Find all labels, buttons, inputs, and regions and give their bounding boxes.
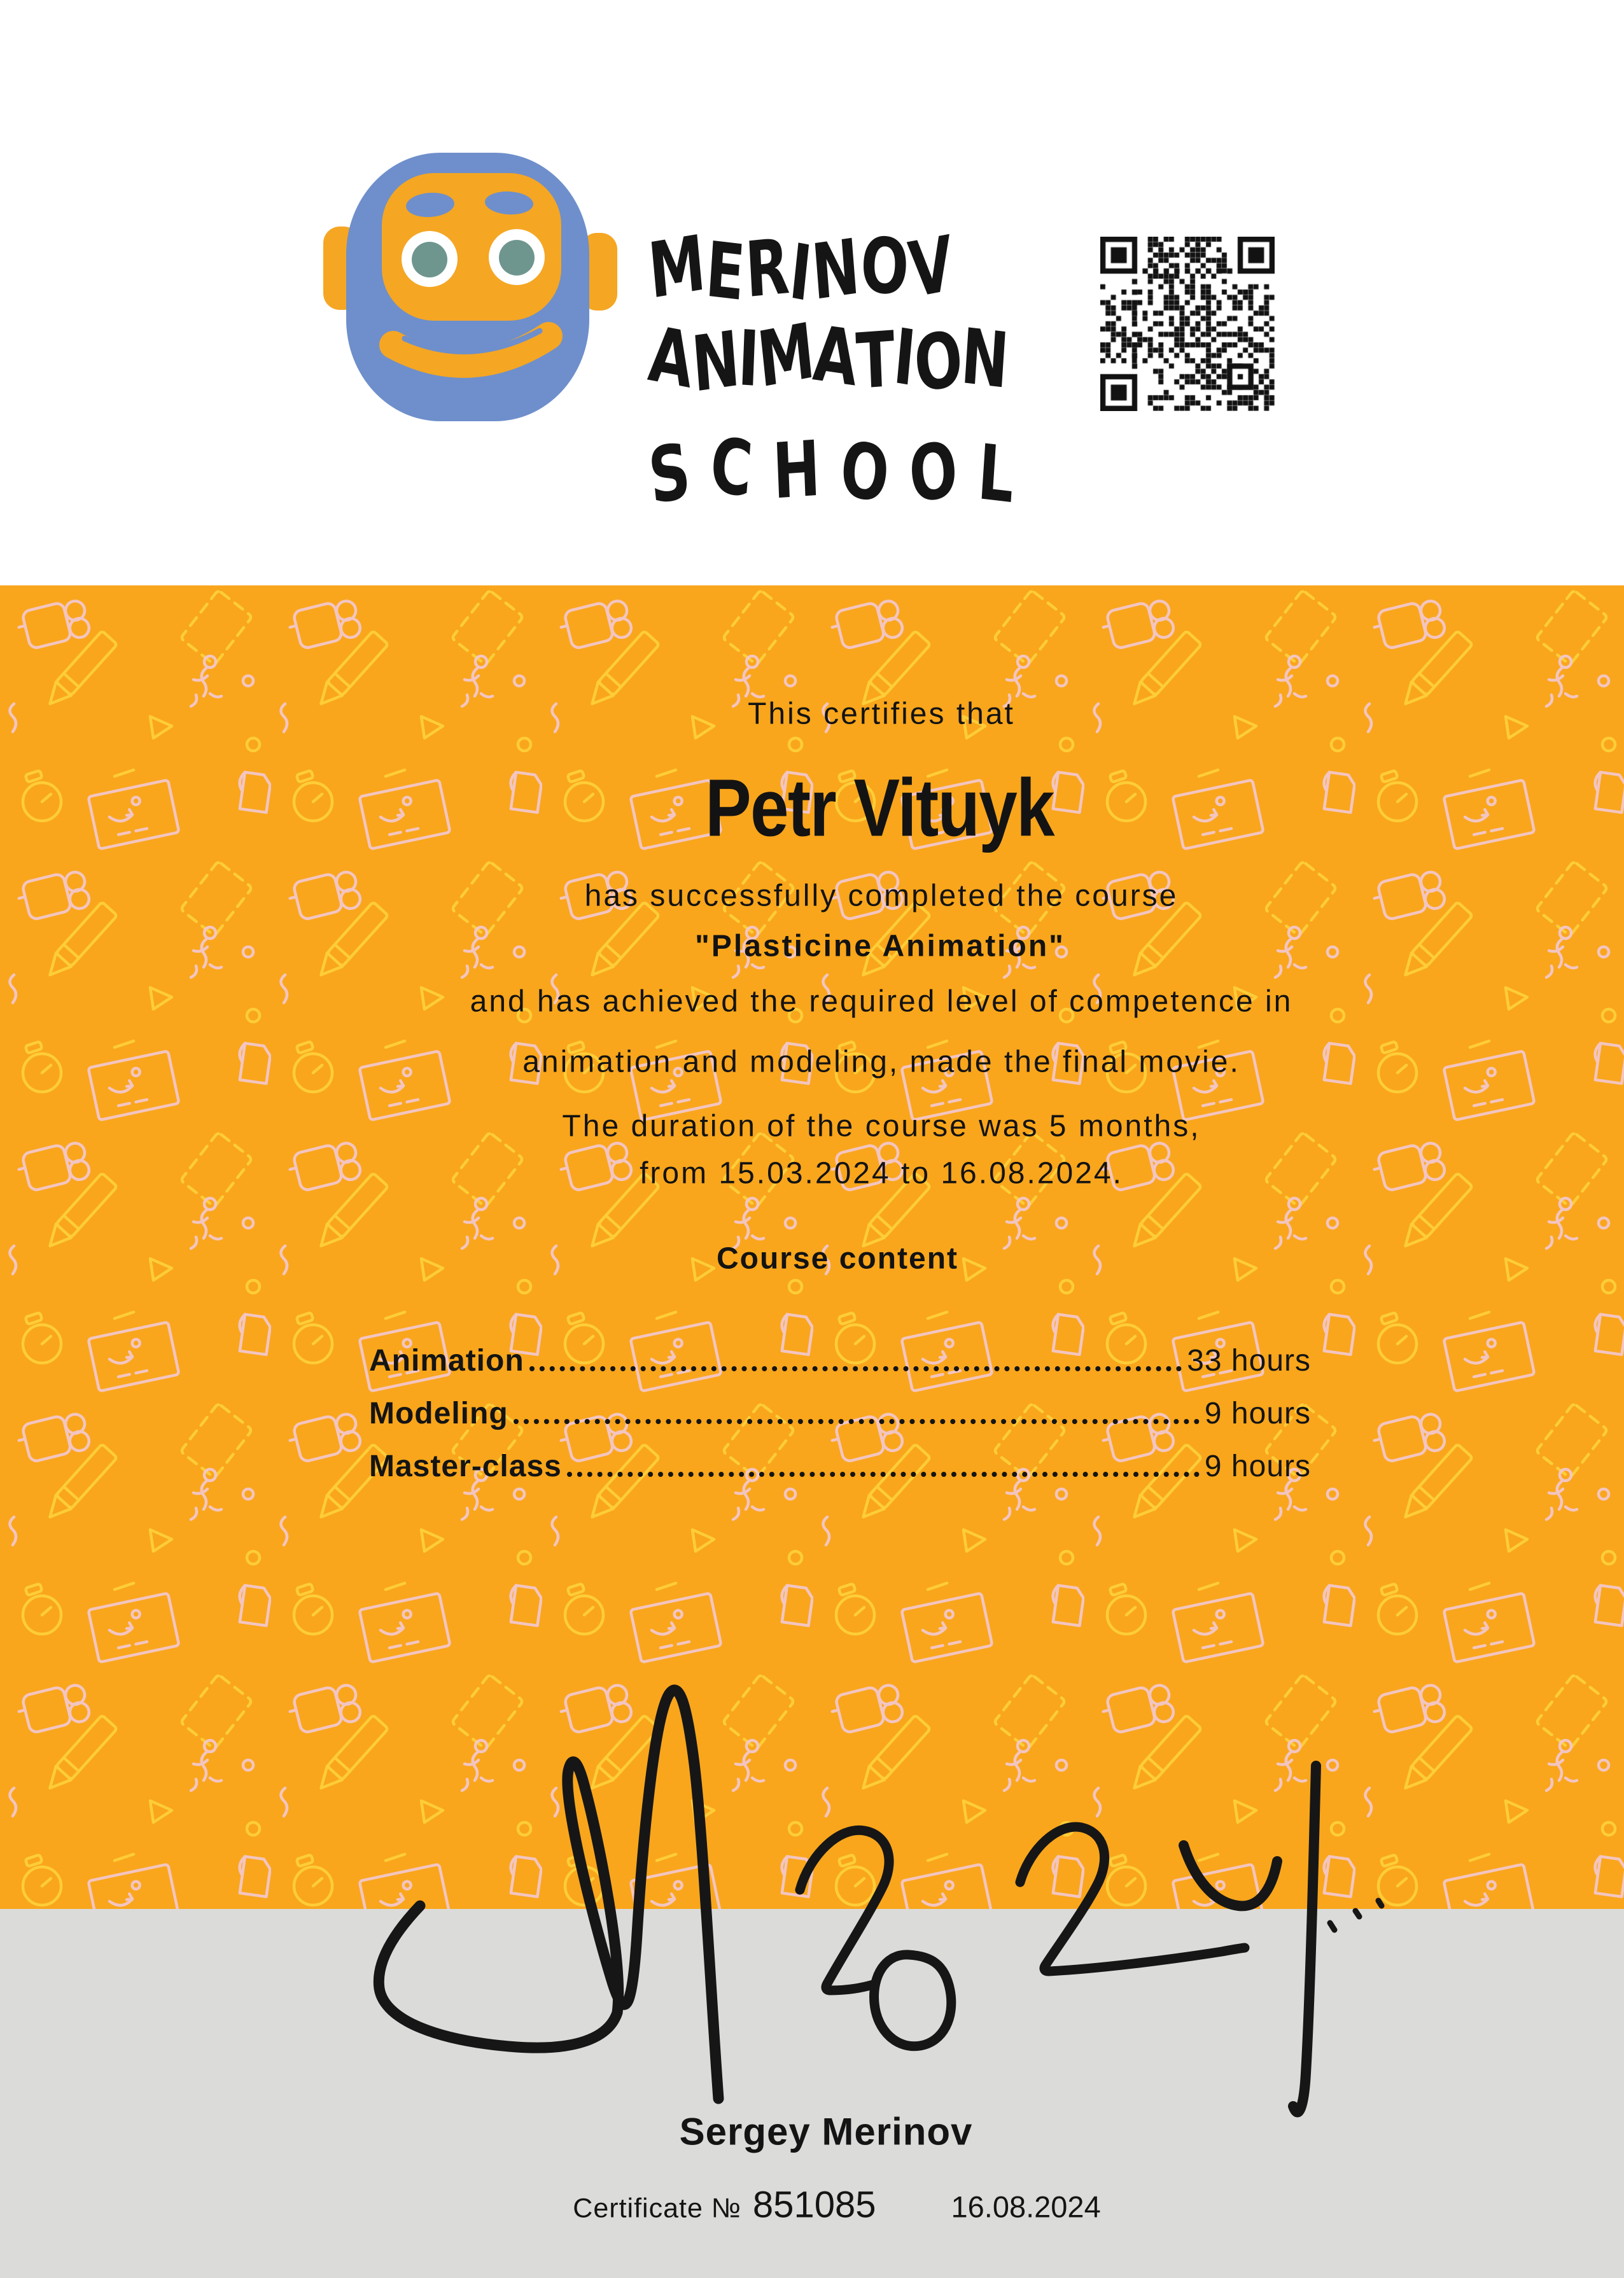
school-name	[645, 219, 1056, 524]
course-row-label: Modeling	[369, 1397, 508, 1430]
school-name-line-2: ANIMATION	[645, 307, 1011, 410]
completed-line: has successfully completed the course	[584, 879, 1179, 913]
course-content-heading: Course content	[716, 1241, 959, 1276]
signer-name: Sergey Merinov	[679, 2110, 973, 2153]
course-row-modeling	[369, 1394, 1311, 1431]
course-row-animation	[369, 1341, 1311, 1378]
course-row-label: Animation	[369, 1344, 524, 1378]
course-row-value: 33 hours	[1187, 1344, 1311, 1378]
dates-line: from 15.03.2024 to 16.08.2024.	[640, 1156, 1123, 1191]
intro-line: This certifies that	[748, 697, 1015, 731]
course-row-value: 9 hours	[1204, 1397, 1311, 1430]
qr-code	[1100, 237, 1275, 411]
dotted-leader	[529, 1366, 1182, 1371]
student-name: Petr Vituyk	[705, 762, 1054, 854]
certificate-number-line	[573, 2184, 1100, 2226]
duration-line: The duration of the course was 5 months,	[562, 1109, 1201, 1143]
signature-autograph	[356, 1667, 1387, 2125]
school-name-line-1: MERINOV	[645, 219, 958, 319]
certificate-number: 851085	[752, 2184, 876, 2226]
competence-line: and has achieved the required level of competence in	[470, 984, 1293, 1019]
logo-left-eye	[412, 242, 447, 277]
dotted-leader	[514, 1419, 1200, 1424]
school-name-line-3: SCHOOL	[645, 421, 1038, 524]
dotted-leader	[567, 1472, 1200, 1477]
course-title: "Plasticine Animation"	[695, 929, 1065, 963]
course-row-master-class	[369, 1447, 1311, 1484]
school-logo-icon	[318, 115, 624, 471]
course-row-value: 9 hours	[1204, 1450, 1311, 1483]
logo-right-eye	[499, 240, 535, 276]
course-content-table	[369, 1341, 1311, 1500]
course-row-label: Master-class	[369, 1450, 562, 1483]
modeling-line: animation and modeling, made the final movie.	[522, 1045, 1240, 1079]
certificate-label: Certificate №	[573, 2193, 741, 2224]
certificate-date: 16.08.2024	[951, 2190, 1101, 2224]
